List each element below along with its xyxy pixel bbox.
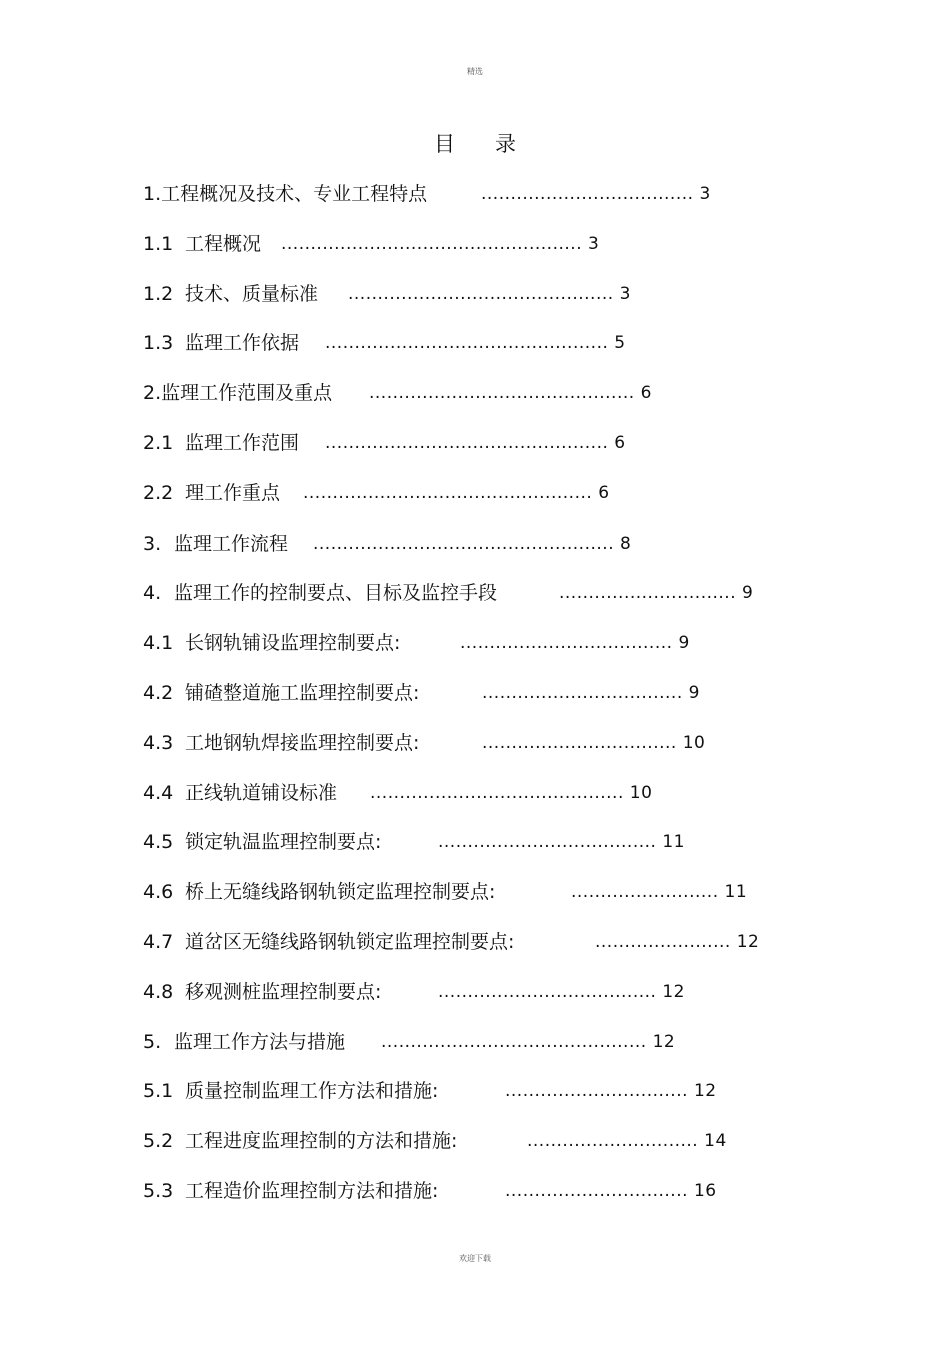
toc-entry-number: 4.7 bbox=[143, 931, 174, 953]
toc-entry-page: 9 bbox=[742, 583, 754, 603]
toc-entry[interactable] bbox=[143, 780, 653, 806]
toc-entry-number: 4.3 bbox=[143, 732, 174, 754]
toc-entry[interactable] bbox=[143, 979, 685, 1005]
toc-entry-page: 12 bbox=[693, 1081, 717, 1101]
toc-entry[interactable] bbox=[143, 231, 600, 257]
toc-entry-leader: ................................................... bbox=[281, 234, 583, 254]
toc-entry-page: 6 bbox=[614, 433, 626, 453]
toc-entry-leader: ................................. bbox=[482, 733, 677, 753]
toc-entry-number: 4. bbox=[143, 582, 162, 604]
toc-entry-page: 11 bbox=[724, 882, 748, 902]
toc-entry-leader: ............................... bbox=[505, 1181, 689, 1201]
toc-entry-title: 工程进度监理控制的方法和措施: bbox=[185, 1130, 458, 1152]
toc-entry-leader: ..................................... bbox=[438, 982, 657, 1002]
toc-entry-number: 4.2 bbox=[143, 682, 174, 704]
toc-entry-leader: ............................................. bbox=[348, 284, 614, 304]
toc-entry-page: 3 bbox=[699, 184, 711, 204]
toc-entry-number: 4.4 bbox=[143, 782, 174, 804]
toc-entry-number: 5.3 bbox=[143, 1180, 174, 1202]
toc-entry-title: 理工作重点 bbox=[185, 482, 281, 504]
toc-entry-page: 10 bbox=[629, 783, 653, 803]
toc-entry-page: 12 bbox=[652, 1032, 676, 1052]
toc-entry[interactable] bbox=[143, 1029, 676, 1055]
toc-entry-leader: .................................... bbox=[481, 184, 694, 204]
toc-entry-leader: ............................................. bbox=[369, 383, 635, 403]
toc-entry[interactable] bbox=[143, 929, 760, 955]
toc-entry-title: 监理工作范围 bbox=[185, 432, 300, 454]
toc-entry-leader: ................................................ bbox=[325, 433, 609, 453]
toc-entry-title: 监理工作范围及重点 bbox=[161, 382, 333, 404]
toc-entry-page: 5 bbox=[614, 333, 626, 353]
toc-entry-title: 工地钢轨焊接监理控制要点: bbox=[185, 732, 420, 754]
toc-entry[interactable] bbox=[143, 1078, 717, 1104]
toc-entry-leader: ............................. bbox=[527, 1131, 699, 1151]
toc-entry-leader: ............................................. bbox=[381, 1032, 647, 1052]
toc-entry-leader: .................................. bbox=[482, 683, 683, 703]
toc-entry-title: 移观测桩监理控制要点: bbox=[185, 981, 382, 1003]
toc-entry-page: 6 bbox=[598, 483, 610, 503]
toc-entry-title: 桥上无缝线路钢轨锁定监理控制要点: bbox=[185, 881, 496, 903]
toc-entry-number: 2.2 bbox=[143, 482, 174, 504]
toc-entry-number: 2.1 bbox=[143, 432, 174, 454]
page-footer-mark: 欢迎下载 bbox=[459, 1254, 491, 1263]
toc-entry-title: 工程概况及技术、专业工程特点 bbox=[161, 183, 428, 205]
toc-entry-title: 技术、质量标准 bbox=[185, 283, 319, 305]
toc-entry-title: 长钢轨铺设监理控制要点: bbox=[185, 632, 401, 654]
toc-entry-leader: ......................... bbox=[571, 882, 719, 902]
toc-entry-leader: .............................. bbox=[559, 583, 737, 603]
page-header-mark: 精选 bbox=[467, 67, 483, 76]
toc-entry-leader: ..................................... bbox=[438, 832, 657, 852]
toc-entry-leader: .................................... bbox=[460, 633, 673, 653]
toc-entry-page: 8 bbox=[620, 534, 632, 554]
toc-entry[interactable] bbox=[143, 181, 711, 207]
toc-entry-title: 工程概况 bbox=[185, 233, 262, 255]
toc-entry[interactable] bbox=[143, 879, 748, 905]
toc-entry-page: 14 bbox=[704, 1131, 727, 1151]
toc-entry-page: 11 bbox=[662, 832, 685, 852]
toc-entry-number: 4.5 bbox=[143, 831, 174, 853]
toc-entry-title: 监理工作方法与措施 bbox=[174, 1031, 346, 1053]
toc-entry-leader: ................................................. bbox=[303, 483, 593, 503]
toc-entry-title: 铺碴整道施工监理控制要点: bbox=[185, 682, 420, 704]
toc-entry-title: 正线轨道铺设标准 bbox=[185, 782, 338, 804]
toc-entry-leader: ............................... bbox=[505, 1081, 689, 1101]
toc-entry[interactable] bbox=[143, 680, 700, 706]
toc-entry-number: 5.1 bbox=[143, 1080, 174, 1102]
toc-entry[interactable] bbox=[143, 730, 706, 756]
toc-entry-leader: ................................................ bbox=[325, 333, 609, 353]
toc-entry-number: 2. bbox=[143, 382, 162, 404]
toc-entry[interactable] bbox=[143, 829, 685, 855]
toc-entry-number: 3. bbox=[143, 533, 162, 555]
toc-entry-number: 5. bbox=[143, 1031, 162, 1053]
toc-entry-title: 工程造价监理控制方法和措施: bbox=[185, 1180, 439, 1202]
toc-entry-number: 1. bbox=[143, 183, 162, 205]
toc-entry-number: 1.3 bbox=[143, 332, 174, 354]
toc-entry[interactable] bbox=[143, 480, 610, 506]
toc-entry-title: 监理工作的控制要点、目标及监控手段 bbox=[174, 582, 498, 604]
toc-entry-number: 4.1 bbox=[143, 632, 174, 654]
toc-entry-leader: ........................................... bbox=[370, 783, 624, 803]
toc-entry-number: 4.8 bbox=[143, 981, 174, 1003]
toc-entry[interactable] bbox=[143, 430, 626, 456]
toc-entry-page: 10 bbox=[682, 733, 706, 753]
toc-entry-number: 1.1 bbox=[143, 233, 174, 255]
toc-title: 目录 bbox=[434, 132, 556, 156]
toc-entry[interactable] bbox=[143, 330, 626, 356]
toc-entry-title: 监理工作流程 bbox=[174, 533, 289, 555]
toc-entry-title: 锁定轨温监理控制要点: bbox=[185, 831, 382, 853]
toc-entry-title: 道岔区无缝线路钢轨锁定监理控制要点: bbox=[185, 931, 515, 953]
toc-entry[interactable] bbox=[143, 380, 652, 406]
toc-entry-page: 12 bbox=[736, 932, 760, 952]
toc-entry[interactable] bbox=[143, 281, 631, 307]
toc-entry-page: 16 bbox=[693, 1181, 717, 1201]
toc-entry[interactable] bbox=[143, 1128, 727, 1154]
toc-entry-title: 质量控制监理工作方法和措施: bbox=[185, 1080, 439, 1102]
toc-entry-title: 监理工作依据 bbox=[185, 332, 300, 354]
toc-entry[interactable] bbox=[143, 531, 632, 557]
toc-entry-number: 4.6 bbox=[143, 881, 174, 903]
toc-entry-page: 3 bbox=[588, 234, 600, 254]
toc-entry[interactable] bbox=[143, 1178, 717, 1204]
toc-entry-number: 1.2 bbox=[143, 283, 174, 305]
toc-entry-page: 12 bbox=[662, 982, 685, 1002]
toc-entry-leader: ................................................... bbox=[313, 534, 615, 554]
toc-entry-page: 6 bbox=[640, 383, 652, 403]
toc-entry[interactable] bbox=[143, 580, 754, 606]
toc-entry-leader: ....................... bbox=[595, 932, 731, 952]
toc-entry[interactable] bbox=[143, 630, 690, 656]
toc-entry-page: 9 bbox=[688, 683, 700, 703]
toc-entry-page: 9 bbox=[678, 633, 690, 653]
toc-entry-page: 3 bbox=[619, 284, 631, 304]
toc-entry-number: 5.2 bbox=[143, 1130, 174, 1152]
